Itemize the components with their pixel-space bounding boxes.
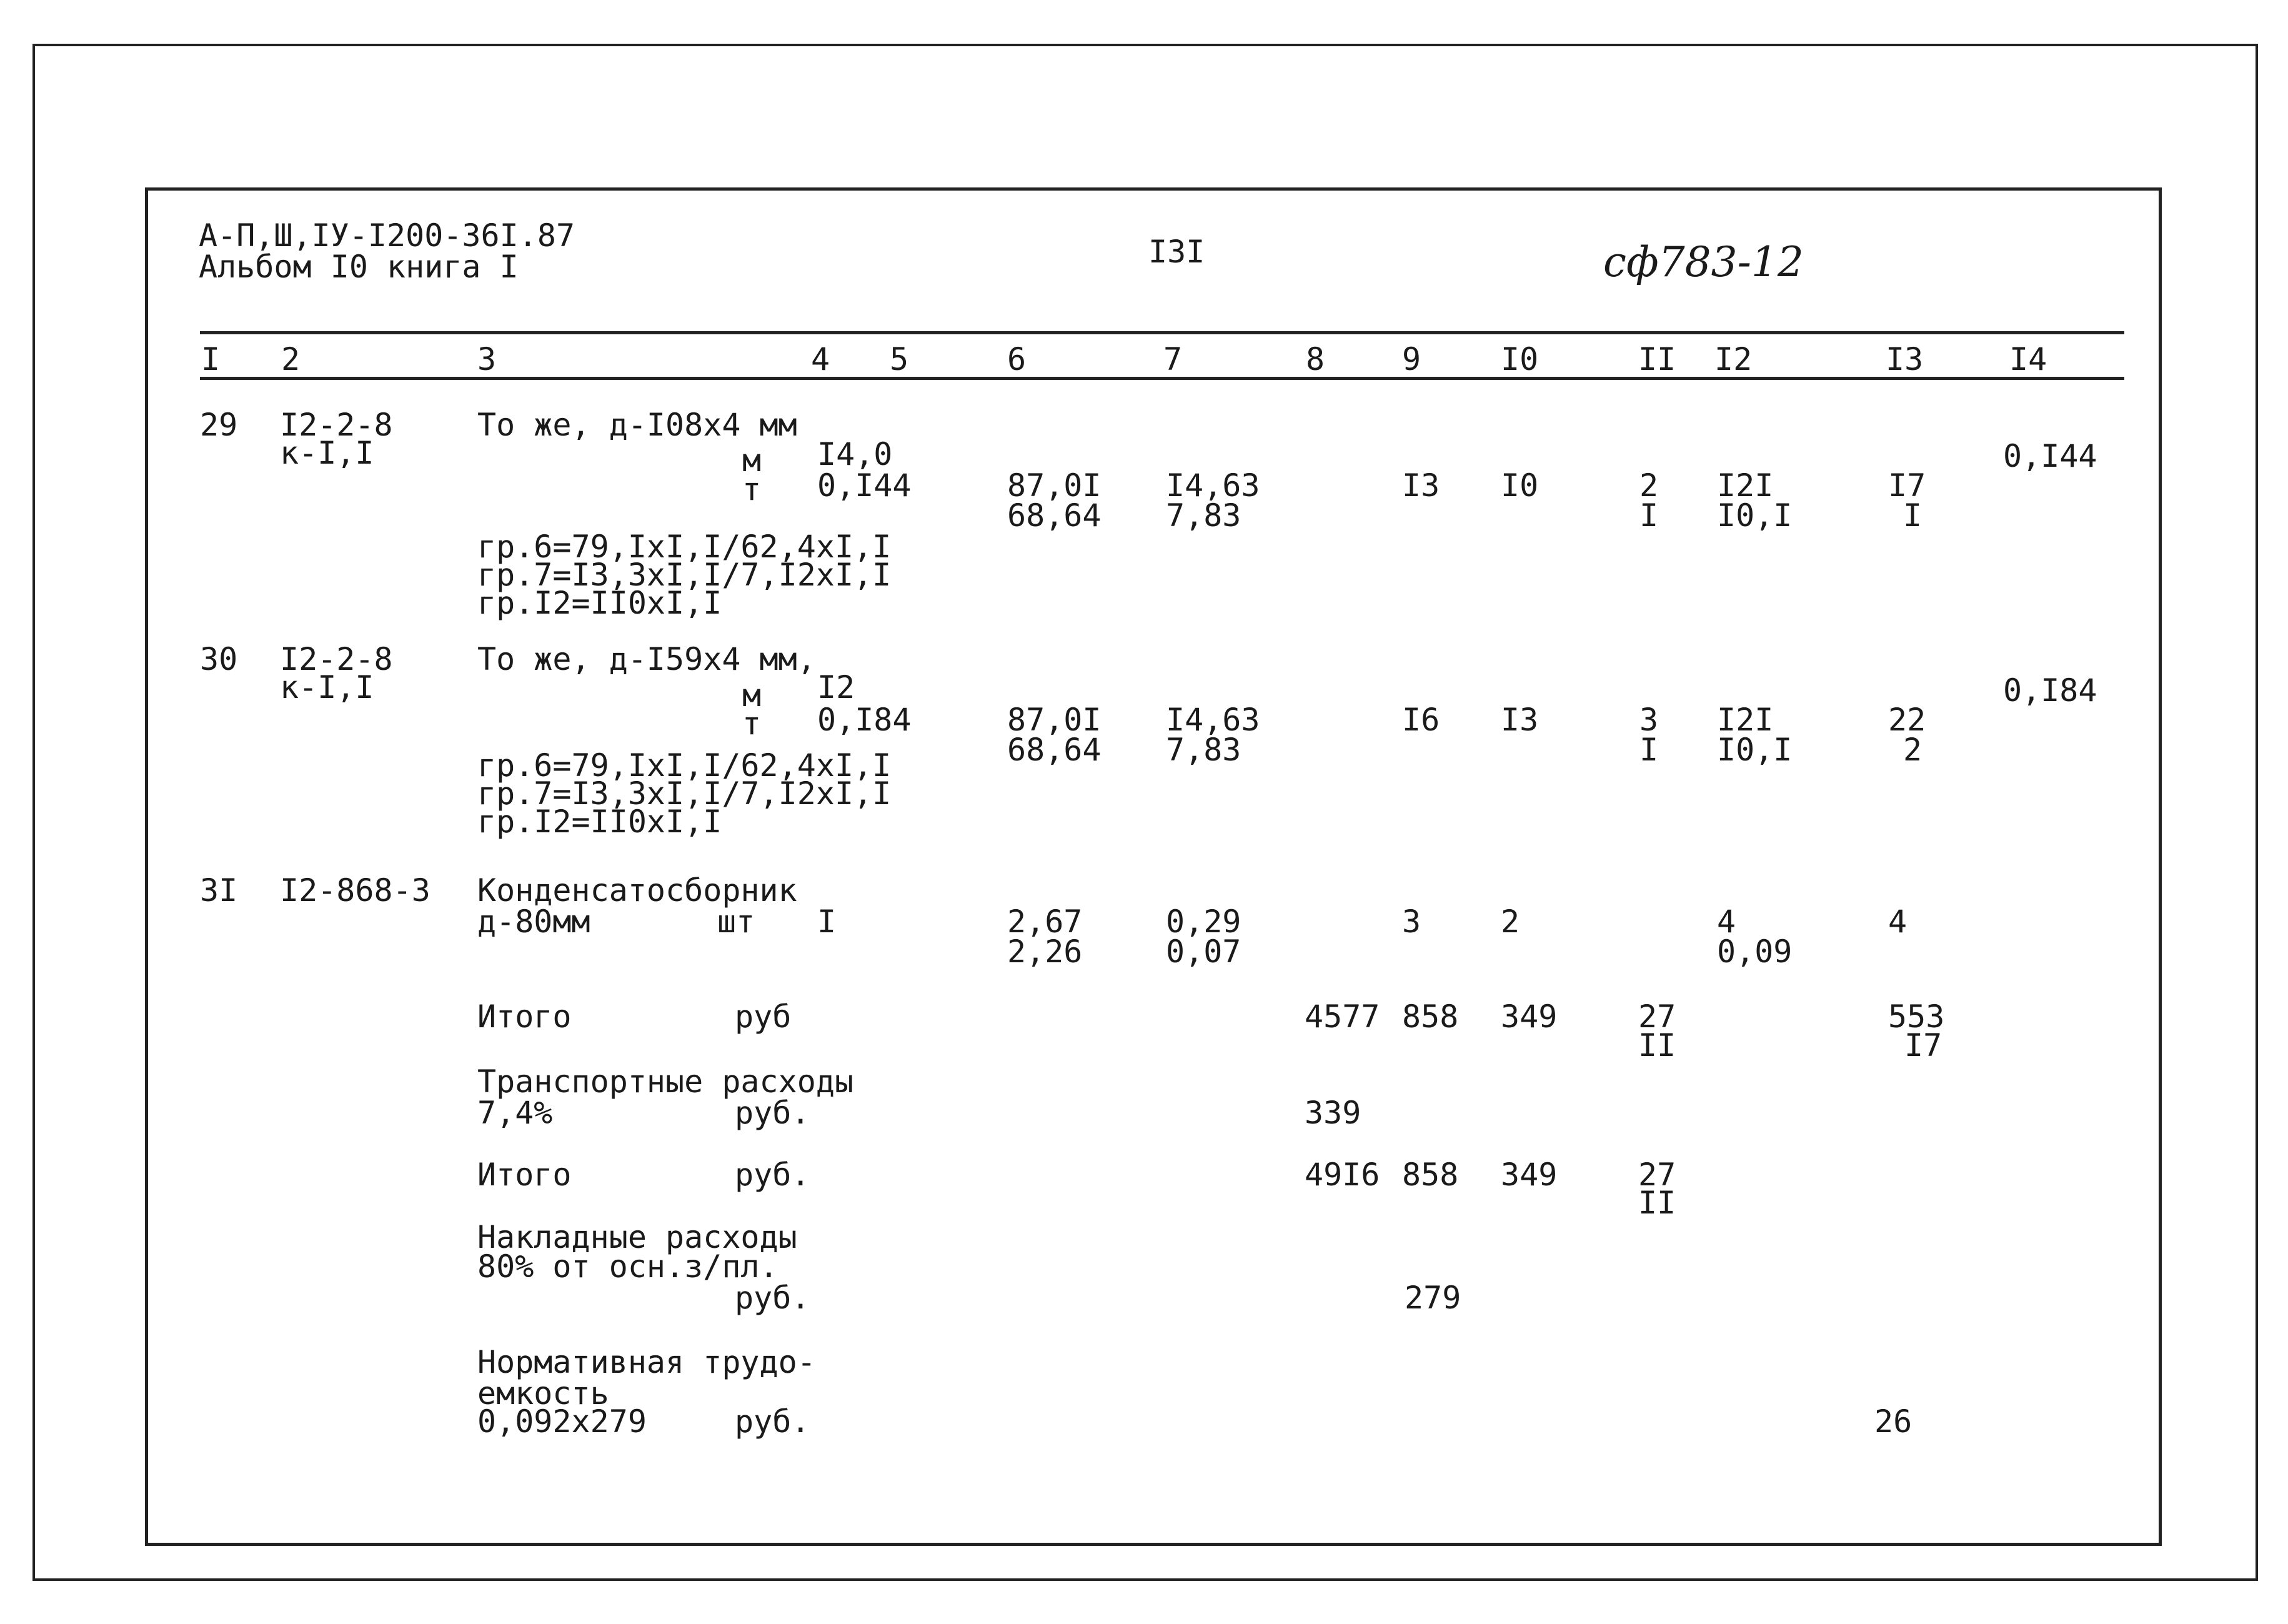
summary-label: емкость	[477, 1375, 609, 1412]
cell-col13: 4	[1888, 904, 1907, 940]
cell-col14: 0,I44	[2003, 438, 2097, 474]
cell-col12: I0,I	[1717, 732, 1793, 768]
cell-col13: I7	[1888, 467, 1926, 504]
row-description: То же, д-I08х4 мм	[477, 407, 797, 443]
cell-col7: 7,83	[1166, 497, 1241, 534]
cell-col7: I4,63	[1166, 467, 1260, 504]
col-header-14: I4	[2009, 341, 2047, 377]
cell-col13: I	[1903, 497, 1922, 534]
col-header-6: 6	[1007, 341, 1027, 377]
header-top-rule	[200, 331, 2124, 334]
cell-col13: 553	[1888, 999, 1945, 1035]
cell-col11: 27	[1638, 999, 1676, 1035]
cell-col12: I2I	[1717, 467, 1774, 504]
cell-col8: 4577	[1305, 999, 1380, 1035]
row-code: I2-2-8	[280, 407, 393, 443]
formula-line: гр.7=I3,3хI,I/7,I2хI,I	[477, 775, 892, 812]
formula-line: гр.I2=II0хI,I	[477, 804, 722, 840]
row-number: 3I	[200, 872, 238, 909]
summary-unit: руб.	[735, 1095, 810, 1131]
cell-col9: I6	[1402, 702, 1440, 738]
unit-label: шт	[717, 904, 755, 940]
summary-label: Нормативная трудо-	[477, 1344, 816, 1380]
cell-col6: 2,26	[1007, 934, 1083, 970]
cell-col9: 3	[1402, 904, 1421, 940]
unit-label: м	[742, 442, 762, 479]
cell-col10: 349	[1501, 999, 1558, 1035]
quantity: I	[817, 904, 837, 940]
formula-line: гр.I2=II0хI,I	[477, 585, 722, 621]
cell-col9: 858	[1402, 1157, 1459, 1193]
cell-col11: II	[1638, 1027, 1676, 1064]
cell-col12: 4	[1717, 904, 1736, 940]
cell-col9: 858	[1402, 999, 1459, 1035]
cell-col7: 7,83	[1166, 732, 1241, 768]
col-header-12: I2	[1714, 341, 1753, 377]
row-number: 30	[200, 641, 238, 677]
document-frame	[145, 187, 2162, 1546]
cell-col11: I	[1639, 497, 1659, 534]
cell-col13: 22	[1888, 702, 1926, 738]
col-header-4: 4	[811, 341, 830, 377]
quantity: I4,0	[817, 436, 893, 472]
summary-label: Итого	[477, 999, 572, 1035]
cell-col6: 87,0I	[1007, 702, 1102, 738]
col-header-1: I	[201, 341, 221, 377]
summary-label: Итого	[477, 1157, 572, 1193]
cell-col10: 2	[1501, 904, 1520, 940]
row-code-coef: к-I,I	[280, 669, 374, 705]
cell-col10: 349	[1501, 1157, 1558, 1193]
stamp-number: сф783-12	[1603, 238, 1804, 286]
row-description: То же, д-I59х4 мм,	[477, 641, 816, 677]
cell-col6: 68,64	[1007, 732, 1102, 768]
cell-col6: 68,64	[1007, 497, 1102, 534]
cell-col9: 279	[1405, 1280, 1461, 1316]
page-number: I3I	[1148, 234, 1205, 270]
cell-col6: 2,67	[1007, 904, 1083, 940]
formula-line: гр.6=79,IхI,I/62,4хI,I	[477, 747, 892, 784]
cell-col7: I4,63	[1166, 702, 1260, 738]
row-code: I2-2-8	[280, 641, 393, 677]
cell-col11: 3	[1639, 702, 1659, 738]
row-code: I2-868-3	[280, 872, 430, 909]
col-header-9: 9	[1402, 341, 1421, 377]
quantity: I2	[817, 669, 855, 705]
document-code: А-П,Ш,IУ-I200-36I.87	[199, 217, 575, 254]
summary-label: 7,4%	[477, 1095, 553, 1131]
formula-line: гр.6=79,IхI,I/62,4хI,I	[477, 529, 892, 565]
summary-label: Накладные расходы	[477, 1219, 797, 1255]
summary-label: 80% от осн.з/пл.	[477, 1248, 778, 1285]
cell-col10: I0	[1501, 467, 1539, 504]
unit-label: м	[742, 677, 762, 714]
cell-col12: 0,09	[1717, 934, 1793, 970]
quantity: 0,I84	[817, 702, 912, 738]
summary-unit: руб	[735, 999, 792, 1035]
row-number: 29	[200, 407, 238, 443]
row-description: Конденсатосборник	[477, 872, 797, 909]
summary-label: 0,092х279	[477, 1403, 647, 1440]
cell-col13: I7	[1904, 1027, 1942, 1064]
album-title: Альбом I0 книга I	[199, 249, 519, 285]
cell-col11: 2	[1639, 467, 1659, 504]
cell-col10: I3	[1501, 702, 1539, 738]
summary-unit: руб.	[735, 1280, 810, 1316]
cell-col8: 49I6	[1305, 1157, 1380, 1193]
summary-unit: руб.	[735, 1157, 810, 1193]
row-code-coef: к-I,I	[280, 435, 374, 471]
unit-label: т	[742, 705, 762, 742]
cell-col8: 339	[1305, 1095, 1361, 1131]
formula-line: гр.7=I3,3хI,I/7,I2хI,I	[477, 557, 892, 593]
cell-col13: 26	[1874, 1403, 1912, 1440]
cell-col11: II	[1638, 1185, 1676, 1221]
col-header-2: 2	[281, 341, 301, 377]
cell-col11: I	[1639, 732, 1659, 768]
col-header-10: I0	[1501, 341, 1539, 377]
col-header-13: I3	[1886, 341, 1924, 377]
cell-col14: 0,I84	[2003, 672, 2097, 709]
col-header-7: 7	[1163, 341, 1183, 377]
summary-label: Транспортные расходы	[477, 1064, 854, 1100]
col-header-11: II	[1638, 341, 1676, 377]
cell-col7: 0,07	[1166, 934, 1241, 970]
cell-col7: 0,29	[1166, 904, 1241, 940]
col-header-5: 5	[890, 341, 909, 377]
cell-col13: 2	[1903, 732, 1922, 768]
row-description: д-80мм	[477, 904, 590, 940]
col-header-8: 8	[1306, 341, 1325, 377]
cell-col12: I0,I	[1717, 497, 1793, 534]
cell-col11: 27	[1638, 1157, 1676, 1193]
quantity: 0,I44	[817, 467, 912, 504]
cell-col9: I3	[1402, 467, 1440, 504]
cell-col6: 87,0I	[1007, 467, 1102, 504]
unit-label: т	[742, 471, 762, 507]
summary-unit: руб.	[735, 1403, 810, 1440]
cell-col12: I2I	[1717, 702, 1774, 738]
col-header-3: 3	[477, 341, 497, 377]
